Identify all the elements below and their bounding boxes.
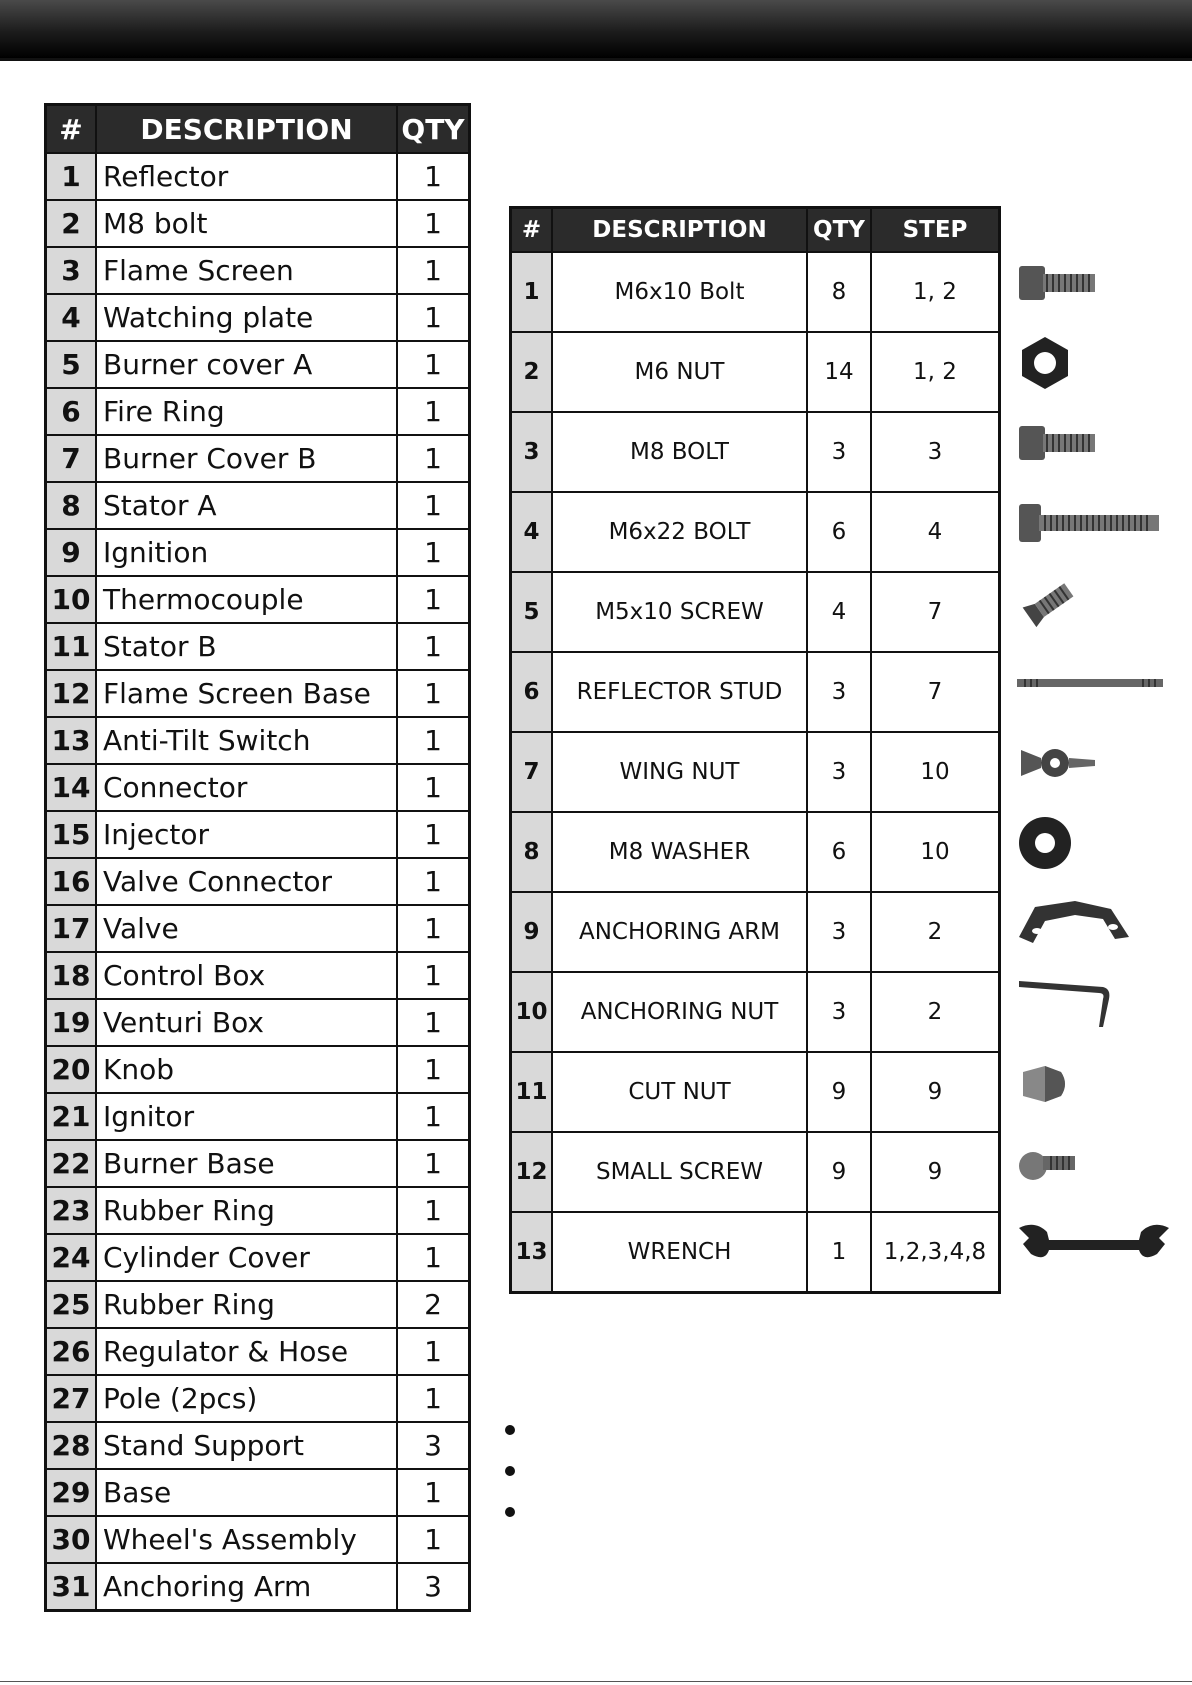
- row-number: 18: [46, 952, 97, 999]
- row-number: 4: [46, 294, 97, 341]
- row-qty: 1: [397, 153, 470, 200]
- row-step: 1, 2: [871, 332, 1000, 412]
- row-number: 27: [46, 1375, 97, 1422]
- row-description: Injector: [96, 811, 397, 858]
- table-row: [511, 412, 1000, 492]
- table-row: [46, 858, 470, 905]
- row-description: WING NUT: [552, 732, 807, 812]
- header-num: #: [46, 105, 97, 154]
- row-step: 1,2,3,4,8: [871, 1212, 1000, 1293]
- row-step: 1, 2: [871, 252, 1000, 332]
- row-step: 2: [871, 892, 1000, 972]
- row-description: M6x10 Bolt: [552, 252, 807, 332]
- row-qty: 3: [397, 1563, 470, 1611]
- table-row: [46, 1093, 470, 1140]
- countersunk-screw-icon: [1015, 563, 1175, 643]
- anchoring-arm-icon: [1015, 883, 1175, 963]
- row-qty: 1: [397, 1328, 470, 1375]
- table-row: [46, 1469, 470, 1516]
- bullet-list: [505, 1425, 515, 1548]
- row-number: 5: [511, 572, 553, 652]
- row-qty: 1: [397, 1187, 470, 1234]
- table-row: [46, 294, 470, 341]
- row-number: 6: [46, 388, 97, 435]
- row-number: 3: [511, 412, 553, 492]
- bullet-point: [505, 1425, 515, 1435]
- row-description: Fire Ring: [96, 388, 397, 435]
- row-number: 20: [46, 1046, 97, 1093]
- row-number: 4: [511, 492, 553, 572]
- row-qty: 3: [397, 1422, 470, 1469]
- row-number: 13: [46, 717, 97, 764]
- row-description: Cylinder Cover: [96, 1234, 397, 1281]
- row-qty: 3: [807, 732, 871, 812]
- row-qty: 8: [807, 252, 871, 332]
- row-description: Valve: [96, 905, 397, 952]
- row-qty: 1: [397, 388, 470, 435]
- table-row: [46, 717, 470, 764]
- parts-table-header: [46, 105, 470, 154]
- table-row: [46, 1328, 470, 1375]
- row-description: REFLECTOR STUD: [552, 652, 807, 732]
- table-row: [511, 972, 1000, 1052]
- table-row: [46, 435, 470, 482]
- table-row: [511, 1132, 1000, 1212]
- table-row: [46, 1422, 470, 1469]
- row-step: 9: [871, 1052, 1000, 1132]
- row-qty: 1: [397, 670, 470, 717]
- row-step: 3: [871, 412, 1000, 492]
- row-step: 9: [871, 1132, 1000, 1212]
- row-description: Connector: [96, 764, 397, 811]
- row-description: Anti-Tilt Switch: [96, 717, 397, 764]
- short-bolt-icon: [1015, 243, 1175, 323]
- row-number: 31: [46, 1563, 97, 1611]
- row-number: 26: [46, 1328, 97, 1375]
- row-description: Burner Base: [96, 1140, 397, 1187]
- row-number: 2: [46, 200, 97, 247]
- row-step: 4: [871, 492, 1000, 572]
- long-bolt-icon: [1015, 483, 1175, 563]
- row-number: 13: [511, 1212, 553, 1293]
- table-row: [46, 200, 470, 247]
- table-row: [511, 252, 1000, 332]
- row-step: 10: [871, 812, 1000, 892]
- table-row: [46, 1234, 470, 1281]
- row-description: Watching plate: [96, 294, 397, 341]
- row-qty: 1: [397, 952, 470, 999]
- table-row: [46, 341, 470, 388]
- row-qty: 9: [807, 1052, 871, 1132]
- row-description: Control Box: [96, 952, 397, 999]
- row-qty: 1: [397, 1375, 470, 1422]
- row-number: 8: [511, 812, 553, 892]
- table-row: [46, 1563, 470, 1611]
- row-description: ANCHORING NUT: [552, 972, 807, 1052]
- row-number: 12: [511, 1132, 553, 1212]
- table-row: [46, 1187, 470, 1234]
- row-qty: 1: [397, 247, 470, 294]
- row-qty: 2: [397, 1281, 470, 1328]
- row-description: Base: [96, 1469, 397, 1516]
- table-row: [511, 1212, 1000, 1293]
- row-description: Stator B: [96, 623, 397, 670]
- table-row: [46, 905, 470, 952]
- washer-icon: [1015, 803, 1175, 883]
- anchoring-hook-icon: [1015, 963, 1175, 1043]
- row-qty: 1: [397, 341, 470, 388]
- row-description: Thermocouple: [96, 576, 397, 623]
- row-qty: 1: [397, 717, 470, 764]
- row-number: 2: [511, 332, 553, 412]
- row-qty: 1: [397, 764, 470, 811]
- header-bar: [0, 0, 1192, 61]
- row-description: Reflector: [96, 153, 397, 200]
- row-qty: 9: [807, 1132, 871, 1212]
- parts-table: [44, 103, 471, 1612]
- header-description: DESCRIPTION: [96, 105, 397, 154]
- row-qty: 1: [397, 529, 470, 576]
- row-number: 17: [46, 905, 97, 952]
- row-description: Pole (2pcs): [96, 1375, 397, 1422]
- row-description: Flame Screen Base: [96, 670, 397, 717]
- row-qty: 1: [397, 623, 470, 670]
- row-qty: 1: [397, 482, 470, 529]
- row-number: 1: [46, 153, 97, 200]
- bullet-point: [505, 1466, 515, 1476]
- header-qty: QTY: [397, 105, 470, 154]
- row-description: Flame Screen: [96, 247, 397, 294]
- row-qty: 14: [807, 332, 871, 412]
- table-row: [46, 670, 470, 717]
- row-step: 7: [871, 652, 1000, 732]
- row-description: M6x22 BOLT: [552, 492, 807, 572]
- row-qty: 1: [397, 999, 470, 1046]
- row-number: 5: [46, 341, 97, 388]
- table-row: [511, 812, 1000, 892]
- row-number: 15: [46, 811, 97, 858]
- header-qty: QTY: [807, 208, 871, 253]
- row-qty: 6: [807, 492, 871, 572]
- row-number: 22: [46, 1140, 97, 1187]
- table-row: [46, 1375, 470, 1422]
- row-qty: 4: [807, 572, 871, 652]
- row-description: Valve Connector: [96, 858, 397, 905]
- row-number: 24: [46, 1234, 97, 1281]
- row-description: Venturi Box: [96, 999, 397, 1046]
- row-number: 19: [46, 999, 97, 1046]
- header-step: STEP: [871, 208, 1000, 253]
- table-row: [511, 652, 1000, 732]
- row-qty: 1: [807, 1212, 871, 1293]
- row-number: 10: [46, 576, 97, 623]
- row-qty: 6: [807, 812, 871, 892]
- table-row: [511, 492, 1000, 572]
- table-row: [511, 572, 1000, 652]
- row-number: 14: [46, 764, 97, 811]
- table-row: [46, 1140, 470, 1187]
- row-qty: 1: [397, 294, 470, 341]
- row-description: CUT NUT: [552, 1052, 807, 1132]
- row-qty: 1: [397, 858, 470, 905]
- row-description: Anchoring Arm: [96, 1563, 397, 1611]
- table-row: [46, 1046, 470, 1093]
- table-row: [511, 332, 1000, 412]
- row-description: M8 BOLT: [552, 412, 807, 492]
- table-row: [46, 1281, 470, 1328]
- table-row: [46, 482, 470, 529]
- table-row: [46, 247, 470, 294]
- table-row: [46, 153, 470, 200]
- table-row: [46, 952, 470, 999]
- row-number: 3: [46, 247, 97, 294]
- row-description: Stand Support: [96, 1422, 397, 1469]
- row-number: 1: [511, 252, 553, 332]
- row-qty: 1: [397, 905, 470, 952]
- table-row: [511, 1052, 1000, 1132]
- hardware-table: [509, 206, 1001, 1294]
- row-step: 10: [871, 732, 1000, 812]
- row-step: 2: [871, 972, 1000, 1052]
- row-description: M8 bolt: [96, 200, 397, 247]
- row-description: Regulator & Hose: [96, 1328, 397, 1375]
- row-qty: 1: [397, 1469, 470, 1516]
- header-num: #: [511, 208, 553, 253]
- hex-nut-icon: [1015, 323, 1175, 403]
- row-description: M5x10 SCREW: [552, 572, 807, 652]
- table-row: [46, 764, 470, 811]
- hardware-table-header: [511, 208, 1000, 253]
- row-description: M8 WASHER: [552, 812, 807, 892]
- bottom-divider: [0, 1681, 1192, 1682]
- row-qty: 1: [397, 200, 470, 247]
- row-number: 21: [46, 1093, 97, 1140]
- wrench-icon: [1015, 1203, 1175, 1283]
- row-qty: 1: [397, 1234, 470, 1281]
- cap-nut-icon: [1015, 1043, 1175, 1123]
- table-row: [511, 892, 1000, 972]
- row-description: Knob: [96, 1046, 397, 1093]
- row-qty: 1: [397, 1093, 470, 1140]
- row-description: WRENCH: [552, 1212, 807, 1293]
- row-description: M6 NUT: [552, 332, 807, 412]
- row-description: Ignitor: [96, 1093, 397, 1140]
- table-row: [46, 811, 470, 858]
- row-description: ANCHORING ARM: [552, 892, 807, 972]
- row-number: 7: [46, 435, 97, 482]
- row-description: Wheel's Assembly: [96, 1516, 397, 1563]
- row-step: 7: [871, 572, 1000, 652]
- row-number: 10: [511, 972, 553, 1052]
- row-qty: 3: [807, 972, 871, 1052]
- row-number: 8: [46, 482, 97, 529]
- row-description: Rubber Ring: [96, 1281, 397, 1328]
- row-number: 11: [511, 1052, 553, 1132]
- row-qty: 1: [397, 811, 470, 858]
- row-description: SMALL SCREW: [552, 1132, 807, 1212]
- short-bolt-icon: [1015, 403, 1175, 483]
- row-description: Stator A: [96, 482, 397, 529]
- row-number: 9: [511, 892, 553, 972]
- threaded-stud-icon: [1015, 643, 1175, 723]
- row-qty: 3: [807, 652, 871, 732]
- row-number: 28: [46, 1422, 97, 1469]
- table-row: [511, 732, 1000, 812]
- row-qty: 1: [397, 435, 470, 482]
- row-number: 25: [46, 1281, 97, 1328]
- row-number: 29: [46, 1469, 97, 1516]
- row-qty: 3: [807, 892, 871, 972]
- row-qty: 3: [807, 412, 871, 492]
- row-number: 9: [46, 529, 97, 576]
- row-qty: 1: [397, 1046, 470, 1093]
- row-number: 12: [46, 670, 97, 717]
- table-row: [46, 529, 470, 576]
- row-description: Burner cover A: [96, 341, 397, 388]
- row-number: 30: [46, 1516, 97, 1563]
- table-row: [46, 388, 470, 435]
- table-row: [46, 576, 470, 623]
- row-number: 7: [511, 732, 553, 812]
- row-description: Rubber Ring: [96, 1187, 397, 1234]
- small-screw-icon: [1015, 1123, 1175, 1203]
- row-description: Ignition: [96, 529, 397, 576]
- row-qty: 1: [397, 1516, 470, 1563]
- header-description: DESCRIPTION: [552, 208, 807, 253]
- row-number: 16: [46, 858, 97, 905]
- row-number: 23: [46, 1187, 97, 1234]
- table-row: [46, 623, 470, 670]
- table-row: [46, 1516, 470, 1563]
- row-number: 6: [511, 652, 553, 732]
- table-row: [46, 999, 470, 1046]
- row-number: 11: [46, 623, 97, 670]
- row-qty: 1: [397, 1140, 470, 1187]
- wing-nut-icon: [1015, 723, 1175, 803]
- bullet-point: [505, 1507, 515, 1517]
- row-qty: 1: [397, 576, 470, 623]
- row-description: Burner Cover B: [96, 435, 397, 482]
